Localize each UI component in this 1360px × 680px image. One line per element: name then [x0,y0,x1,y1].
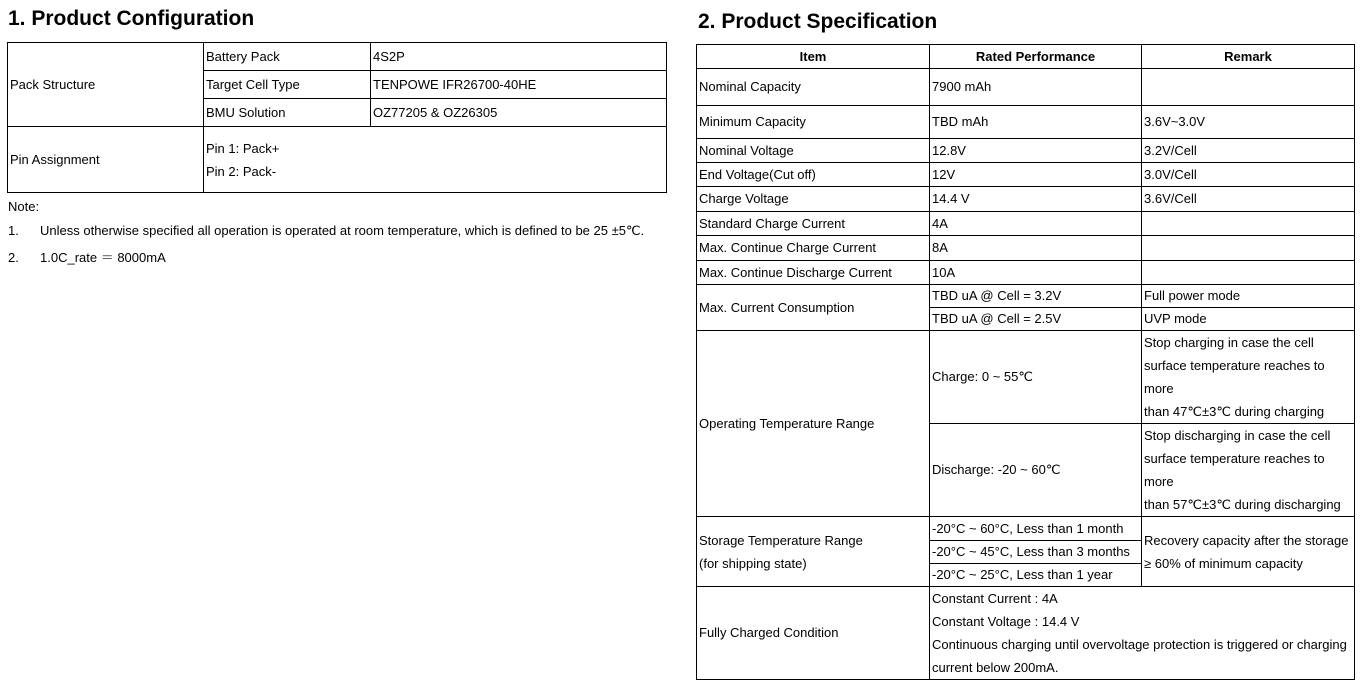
spec-remark: 3.0V/Cell [1142,163,1355,187]
remark-line: surface temperature reaches to more [1144,358,1325,396]
table-row [8,43,667,71]
spec-item: Max. Continue Discharge Current [697,261,930,285]
spec-remark [1142,69,1355,106]
spec-value: 8A [930,236,1142,261]
spec-item: Charge Voltage [697,187,930,212]
note-item [8,223,644,239]
table-row [697,236,1355,261]
product-configuration-table [7,42,667,193]
item-line: Storage Temperature Range [699,532,863,548]
pack-structure-label: Pack Structure [8,43,204,127]
spec-item: Minimum Capacity [697,106,930,139]
spec-remark [1142,236,1355,261]
remark-line: than 57℃±3℃ during discharging [1144,497,1341,512]
spec-value [930,587,1355,680]
table-row [697,106,1355,139]
table-row [697,587,1355,680]
spec-item [697,517,930,587]
config-value: 4S2P [371,43,667,71]
column-header: Item [697,45,930,69]
spec-remark [1142,261,1355,285]
spec-title: 2. Product Specification [698,10,938,33]
table-row [697,187,1355,212]
note-text: Unless otherwise specified all operation is operated at room temperature, which is defined to be 25 ±5℃. [40,223,645,238]
note-number: 2. [8,250,19,265]
config-value: TENPOWE IFR26700-40HE [371,71,667,99]
remark-line: surface temperature reaches to more [1144,451,1325,489]
spec-remark: Full power mode [1142,285,1355,308]
table-row [697,285,1355,308]
config-item: BMU Solution [204,99,371,127]
spec-item: Fully Charged Condition [697,587,930,680]
spec-value: 12.8V [930,139,1142,163]
pin-assignment-label: Pin Assignment [8,127,204,193]
table-row [697,139,1355,163]
value-line: Constant Voltage : 14.4 V [932,614,1080,629]
pin-item: Pin 2: Pack- [206,163,277,179]
spec-value: 7900 mAh [930,69,1142,106]
spec-remark: 3.2V/Cell [1142,139,1355,163]
spec-value: -20°C ~ 60°C, Less than 1 month [930,517,1142,541]
spec-value: 12V [930,163,1142,187]
spec-remark [1142,517,1355,587]
spec-item: End Voltage(Cut off) [697,163,930,187]
pin-list [204,127,667,193]
product-specification-table [696,44,1355,680]
column-header: Rated Performance [930,45,1142,69]
remark-line: ≥ 60% of minimum capacity [1144,555,1303,571]
config-value: OZ77205 & OZ26305 [371,99,667,127]
config-item: Target Cell Type [204,71,371,99]
spec-value: 4A [930,212,1142,236]
table-row [8,127,667,193]
spec-remark [1142,212,1355,236]
table-header-row [697,45,1355,69]
spec-item: Standard Charge Current [697,212,930,236]
value-line: Constant Current : 4A [932,591,1058,606]
spec-value: TBD uA @ Cell = 3.2V [930,285,1142,308]
remark-line: than 47℃±3℃ during charging [1144,404,1325,419]
note-item [8,247,166,266]
spec-remark: 3.6V/Cell [1142,187,1355,212]
remark-line: Recovery capacity after the storage [1144,532,1349,548]
spec-value: -20°C ~ 25°C, Less than 1 year [930,564,1142,587]
remark-line: Stop charging in case the cell [1144,335,1314,350]
table-row [697,163,1355,187]
spec-item: Max. Continue Charge Current [697,236,930,261]
value-line: Continuous charging until overvoltage protection is triggered or charging [932,637,1347,652]
remark-line: Stop discharging in case the cell [1144,428,1331,443]
spec-value: Discharge: -20 ~ 60℃ [930,424,1142,517]
config-title: 1. Product Configuration [8,7,255,30]
table-row [697,212,1355,236]
note-label: Note: [8,199,40,214]
note-text: 1.0C_rate ＝ 8000mA [40,250,166,265]
spec-value: Charge: 0 ~ 55℃ [930,331,1142,424]
column-header: Remark [1142,45,1355,69]
pin-item: Pin 1: Pack+ [206,140,280,156]
item-line: (for shipping state) [699,555,807,571]
spec-value: TBD uA @ Cell = 2.5V [930,308,1142,331]
table-row [697,261,1355,285]
spec-remark: 3.6V~3.0V [1142,106,1355,139]
spec-item: Nominal Capacity [697,69,930,106]
spec-item: Operating Temperature Range [697,331,930,517]
spec-value: 14.4 V [930,187,1142,212]
note-number: 1. [8,223,19,238]
table-row [697,331,1355,424]
spec-value: 10A [930,261,1142,285]
spec-remark [1142,331,1355,424]
table-row [697,69,1355,106]
spec-value: -20°C ~ 45°C, Less than 3 months [930,541,1142,564]
value-line: current below 200mA. [932,660,1059,675]
spec-item: Max. Current Consumption [697,285,930,331]
spec-remark: UVP mode [1142,308,1355,331]
spec-item: Nominal Voltage [697,139,930,163]
spec-value: TBD mAh [930,106,1142,139]
config-item: Battery Pack [204,43,371,71]
table-row [697,517,1355,541]
spec-remark [1142,424,1355,517]
